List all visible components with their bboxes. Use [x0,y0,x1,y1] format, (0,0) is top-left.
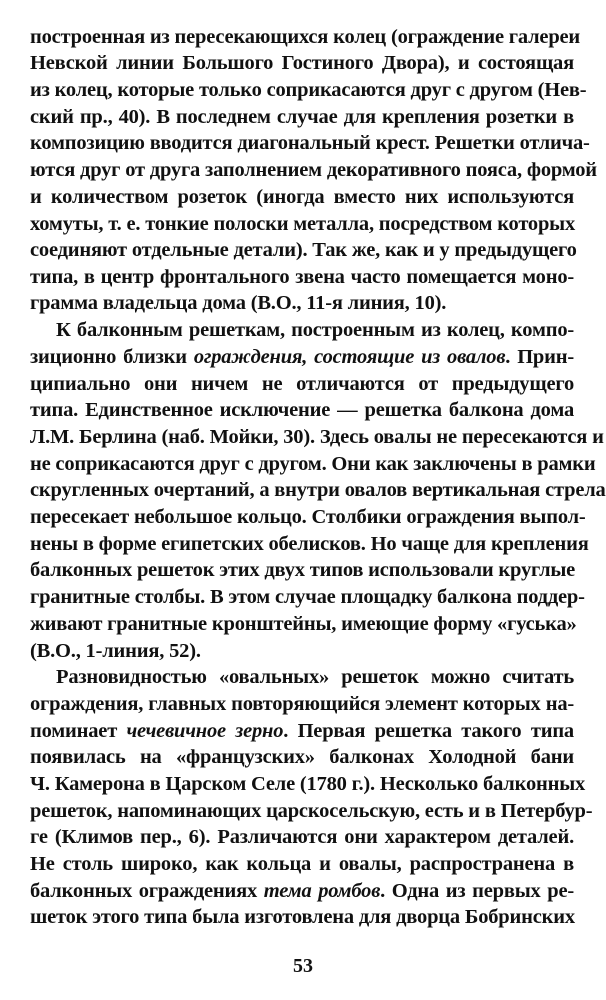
paragraph-start-line: К балконным решеткам, построенным из колец, компо- [56,319,574,341]
text-line: типа, в центр фронтального звена часто помещается моно- [30,266,574,288]
text-line: построенная из пересекающихся колец (ограждение галереи [30,26,581,48]
text-line: не соприкасаются друг с другом. Они как заключены в рамки [30,453,596,475]
text-line: решеток, напоминающих царскосельскую, есть и в Петербур- [30,800,593,822]
text-line: пересекает небольшое кольцо. Столбики ограждения выпол- [30,506,586,528]
text-line: композицию вводится диагональный крест. Решетки отлича- [30,132,590,154]
text-line: ограждения, главных повторяющийся элемент которых на- [30,693,574,715]
text-line: соединяют отдельные детали). Так же, как и у предыдущего [30,239,577,261]
text-line [30,878,574,904]
text-span: поминает [30,720,127,742]
text-span: зиционно близки [30,346,194,368]
italic-term: чечевичное зерно [126,720,284,742]
italic-term: тема ромбов [263,880,381,902]
text-line [30,344,574,370]
text-span: балконных ограждениях [30,880,264,902]
text-line: Л.М. Берлина (наб. Мойки, 30). Здесь овалы не пересекаются и [30,426,604,448]
text-line: Невской линии Большого Гостиного Двора), и состоящая [30,52,574,74]
italic-term: ограждения, состоящие из овалов [193,346,506,368]
text-line: (В.О., 1-линия, 52). [30,640,201,662]
page-number: 53 [293,955,313,977]
text-span: . Одна из первых ре- [380,880,574,902]
text-line: грамма владельца дома (В.О., 11-я линия, 10). [30,292,447,314]
text-line: ципиально они ничем не отличаются от предыдущего [30,373,574,395]
text-line: шеток этого типа была изготовлена для дворца Бобринских [30,906,575,928]
text-line: хомуты, т. е. тонкие полоски металла, посредством которых [30,213,576,235]
text-line: гранитные столбы. В этом случае площадку балкона поддер- [30,586,585,608]
text-line: типа. Единственное исключение — решетка балкона дома [30,399,574,421]
text-line: нены в форме египетских обелисков. Но чаще для крепления [30,533,589,555]
text-line: ются друг от друга заполнением декоративного пояса, формой [30,159,597,181]
text-line: из колец, которые только соприкасаются друг с другом (Нев- [30,79,587,101]
text-line: появилась на «французских» балконах Холодной бани [30,746,574,768]
text-line: Ч. Камерона в Царском Селе (1780 г.). Несколько балконных [30,773,586,795]
text-line: скругленных очертаний, а внутри овалов вертикальная стрела [30,479,606,501]
text-span: . Первая решетка такого типа [283,720,574,742]
text-span: . Прин- [505,346,574,368]
paragraph-start-line: Разновидностью «овальных» решеток можно считать [56,666,574,688]
text-line [30,718,574,744]
text-line: ге (Климов пер., 6). Различаются они характером деталей. [30,826,574,848]
text-line: Не столь широко, как кольца и овалы, распространена в [30,853,574,875]
text-line: живают гранитные кронштейны, имеющие форму «гуська» [30,613,577,635]
text-line: ский пр., 40). В последнем случае для крепления розетки в [30,106,574,128]
text-line: балконных решеток этих двух типов использовали круглые [30,559,576,581]
text-line: и количеством розеток (иногда вместо них используются [30,186,574,208]
